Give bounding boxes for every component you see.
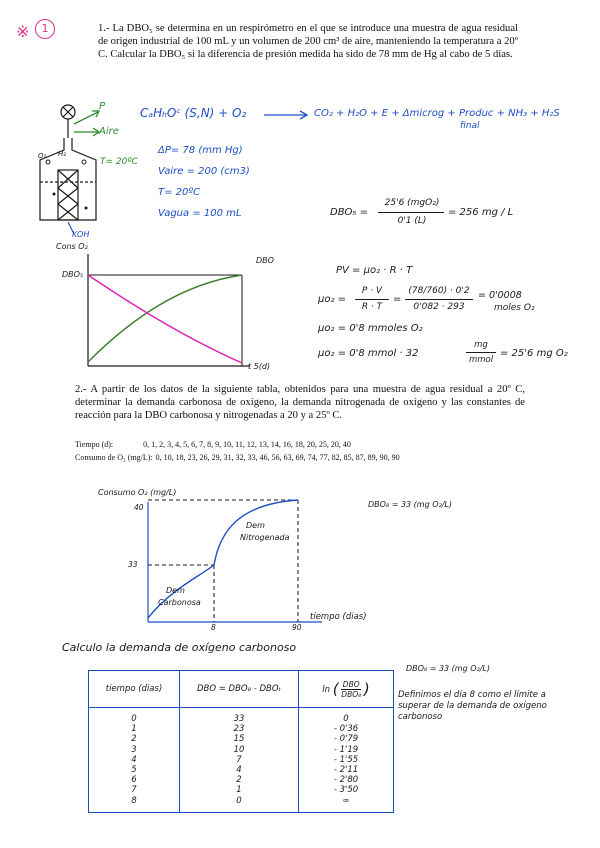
cell-dbo: 1 [180,785,299,795]
problem1-statement: 1.- La DBO₅ se determina en un respirómetro en el que se introduce una muestra de agua residual de origen industrial de 100 mL y un volumen de 200 cm³ de aire, manteniendo la temperatura a 20º C. Calcular la DBO₅ si la diferencia de presión medida ha sido de 78 mm de Hg al cabo de 5 días. [98,23,518,60]
cell-dbo: 10 [180,745,299,755]
header-ln-den: DBO₈ [341,689,362,699]
asterisk-mark-icon: ※ [16,22,30,41]
cell-tiempo: 1 [89,724,180,734]
dbo-table [88,670,394,813]
given-water-volume: Vagua = 100 mL [158,208,242,219]
table-row [89,775,394,785]
cell-ln: - 1'19 [299,745,394,755]
table-note-definition: Definimos el día 8 como el límite a superar de la demanda de oxígeno carbonoso [398,690,547,722]
cell-ln: 0 [299,708,394,725]
dbo5-numerator: 25'6 (mgO₂) [384,198,440,208]
chart2-x-label: tiempo (dias) [310,612,367,622]
time-row [75,440,351,449]
moles-result: = 0'0008 [478,290,522,301]
cell-dbo: 33 [180,708,299,725]
consumption-row-values: 0, 10, 18, 23, 26, 29, 31, 32, 33, 46, 56, 63, 69, 74, 77, 82, 85, 87, 89, 90, 90 [155,453,400,462]
temperature-label: T= 20ºC [100,157,138,167]
paren-close-icon: ) [363,680,370,698]
mg-denominator: mmol [468,355,494,365]
problem2-statement: 2.- A partir de los datos de la siguiente tabla, obtenidos para una muestra de agua residual a 20º C, determinar la demanda carbonosa de oxígeno, la demanda nitrogenada de oxígeno y las constantes de reacción para la DBO carbonosa y nitrogenadas a 20 y a 25º C. [75,384,525,421]
chart1-remaining-curve [88,275,242,363]
cell-dbo: 0 [180,796,299,813]
cell-tiempo: 2 [89,734,180,744]
table-row [89,708,394,725]
mass-lhs: μo₂ = 0'8 mmol · 32 [318,348,419,359]
time-row-label: Tiempo (d): [75,440,114,449]
respirometer-diagram [18,98,138,248]
cell-tiempo: 3 [89,745,180,755]
chart2-tick-8: 8 [211,623,216,632]
cell-dbo: 4 [180,765,299,775]
reaction-arrow-icon [262,110,310,120]
cell-tiempo: 8 [89,796,180,813]
cell-tiempo: 4 [89,755,180,765]
frac2-denominator: 0'082 · 293 [413,302,465,312]
header-ln-fn: ln [322,684,331,695]
chart2-tick-40: 40 [134,503,144,512]
paren-open-icon: ( [332,680,339,698]
dbo5-result: = 256 mg / L [448,207,514,218]
given-pressure-diff: ΔP= 78 (mm Hg) [158,145,243,156]
fraction-bar [405,299,473,300]
moles-lhs: μo₂ = [318,294,347,305]
consumption-row-label: Consumo de O₂ (mg/L): [75,453,153,462]
cell-dbo: 2 [180,775,299,785]
cell-ln: - 0'36 [299,724,394,734]
chart1-series-label: DBO [256,256,274,265]
table-row [89,785,394,795]
header-dbo: DBO = DBO₈ - DBOₜ [180,671,299,708]
table-heading: Calculo la demanda de oxígeno carbonoso [62,641,297,654]
header-tiempo: tiempo (dias) [89,671,180,708]
chart2-nitro-label-1: Dem [246,521,265,530]
chart2-carb-label-2: Carbonosa [158,598,201,607]
chart1-x-label: t 5(d) [248,362,271,371]
chart1-consumed-curve [88,275,242,362]
fraction-bar [355,299,389,300]
consumption-row [75,453,400,462]
equals-sign: = [393,294,402,305]
fraction-bar [466,352,496,353]
cell-dbo: 15 [180,734,299,744]
time-row-values: 0, 1, 2, 3, 4, 5, 6, 7, 8, 9, 10, 11, 12, 13, 14, 16, 18, 20, 25, 20, 40 [143,440,351,449]
given-air-volume: Vaire = 200 (cm3) [158,166,250,177]
ideal-gas-law: PV = μo₂ · R · T [336,265,413,276]
cell-tiempo: 6 [89,775,180,785]
cell-ln: - 1'55 [299,755,394,765]
chart2-tick-90: 90 [292,623,302,632]
moles-result-unit: moles O₂ [494,303,535,313]
table-row [89,734,394,744]
chart2-tick-33: 33 [128,560,138,569]
dbo5-denominator: 0'1 (L) [397,216,427,226]
reaction-reactants: CₐHₕOᶜ (S,N) + O₂ [140,106,247,120]
reaction-products-subscript: final [460,121,480,131]
reaction-products: CO₂ + H₂O + E + Δmicrog + Produc + NH₃ + H₂S [314,108,560,119]
mg-numerator: mg [474,340,488,350]
chart2-dbo-note: DBO₈ = 33 (mg O₂/L) [368,500,452,509]
cell-ln: - 3'50 [299,785,394,795]
koh-label: KOH [72,230,90,239]
cell-tiempo: 5 [89,765,180,775]
cell-ln: - 2'11 [299,765,394,775]
dbo5-lhs: DBO₅ = [330,207,368,218]
frac1-numerator: P · V [361,286,383,296]
table-row [89,745,394,755]
chart1-y-tick: DBO₅ [62,270,84,279]
circled-problem-number: 1 [35,19,55,39]
o2-label: O₂ [38,152,47,160]
frac1-denominator: R · T [361,302,383,312]
header-ln [299,671,394,708]
header-ln-num: DBO [342,679,360,689]
chart2-nitro-label-2: Nitrogenada [240,533,290,542]
table-row [89,755,394,765]
cell-dbo: 23 [180,724,299,734]
given-temperature: T= 20ºC [158,187,201,198]
table-row [89,724,394,734]
cell-ln: - 0'79 [299,734,394,744]
table-row [89,765,394,775]
mmoles-line: μo₂ = 0'8 mmoles O₂ [318,323,423,334]
pressure-label: P [99,101,106,112]
cell-ln: - 2'80 [299,775,394,785]
chart1-y-label: Cons O₂ [56,242,88,251]
table-row [89,796,394,813]
fraction-bar [378,212,444,213]
table-header-row [89,671,394,708]
cell-dbo: 7 [180,755,299,765]
cell-ln: ∞ [299,796,394,813]
chart2-carb-label-1: Dem [166,586,185,595]
air-label: Aire [99,126,119,137]
cell-tiempo: 0 [89,708,180,725]
mass-result: = 25'6 mg O₂ [500,348,568,359]
water-label: H₂ [58,150,67,158]
frac2-numerator: (78/760) · 0'2 [408,286,470,296]
cell-tiempo: 7 [89,785,180,795]
table-note-dbo8: DBO₈ = 33 (mg O₂/L) [406,664,490,673]
chart2-y-label: Consumo O₂ (mg/L) [98,488,177,497]
